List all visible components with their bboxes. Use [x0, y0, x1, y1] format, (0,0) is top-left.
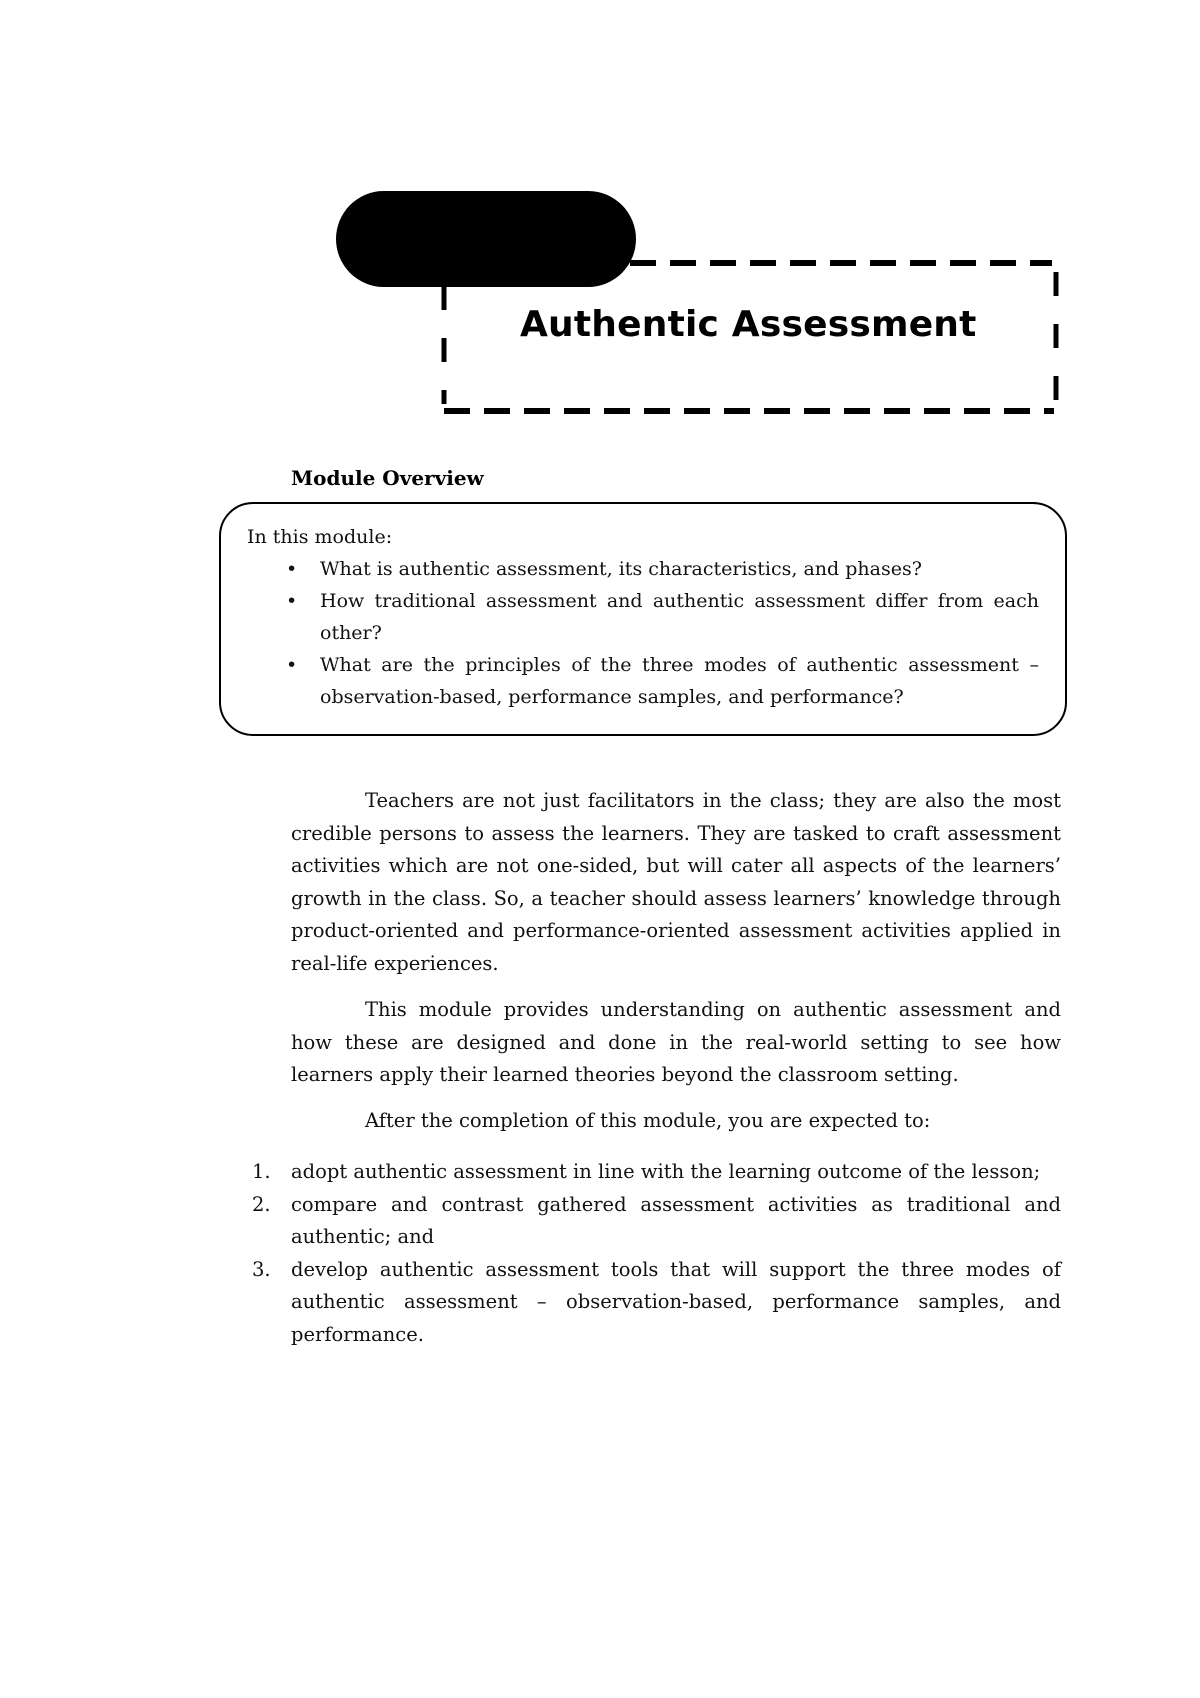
list-item: [247, 553, 1039, 585]
objective-text: adopt authentic assessment in line with the learning outcome of the lesson;: [291, 1160, 1041, 1183]
overview-list: [247, 553, 1039, 713]
document-title: Authentic Assessment: [520, 304, 977, 345]
list-item-text: What are the principles of the three modes of authentic assessment – observation-based, performance samples, and performance?: [320, 654, 1039, 708]
bullet-icon: •: [286, 558, 298, 580]
module-overview-box: [219, 502, 1067, 736]
title-frame: [440, 254, 1060, 414]
objective-number: 2.: [252, 1192, 271, 1216]
objective-item: [252, 1254, 1061, 1352]
objective-text: compare and contrast gathered assessment activities as traditional and authentic; and: [291, 1192, 1061, 1248]
objective-number: 1.: [252, 1160, 271, 1183]
bullet-icon: •: [286, 590, 298, 612]
overview-intro: In this module:: [247, 526, 393, 548]
intro-paragraph: Teachers are not just facilitators in the class; they are also the most credible persons to assess the learners. They are tasked to craft assessment activities which are not one-sided, but will cater all aspects of the learners’ growth in the class. So, a teacher should assess learners’ knowledge through product-oriented and performance-oriented assessment activities applied in real-life experiences.: [291, 789, 1061, 975]
objective-number: 3.: [252, 1257, 271, 1281]
list-item: [247, 585, 1039, 649]
list-item-text: What is authentic assessment, its characteristics, and phases?: [320, 558, 922, 580]
list-item-text: How traditional assessment and authentic assessment differ from each other?: [320, 590, 1039, 644]
objectives-list: [252, 1156, 1061, 1351]
objective-item: [252, 1156, 1061, 1189]
objective-item: [252, 1189, 1061, 1254]
objectives-lead-paragraph: After the completion of this module, you are expected to:: [365, 1109, 931, 1132]
section-heading: Module Overview: [291, 466, 484, 490]
objective-text: develop authentic assessment tools that will support the three modes of authentic assessment – observation-based, performance samples, and performance.: [291, 1257, 1061, 1346]
list-item: [247, 649, 1039, 713]
module-description-paragraph: This module provides understanding on authentic assessment and how these are designed and done in the real-world setting to see how learners apply their learned theories beyond the classroom setting.: [291, 998, 1061, 1086]
bullet-icon: •: [286, 654, 298, 676]
